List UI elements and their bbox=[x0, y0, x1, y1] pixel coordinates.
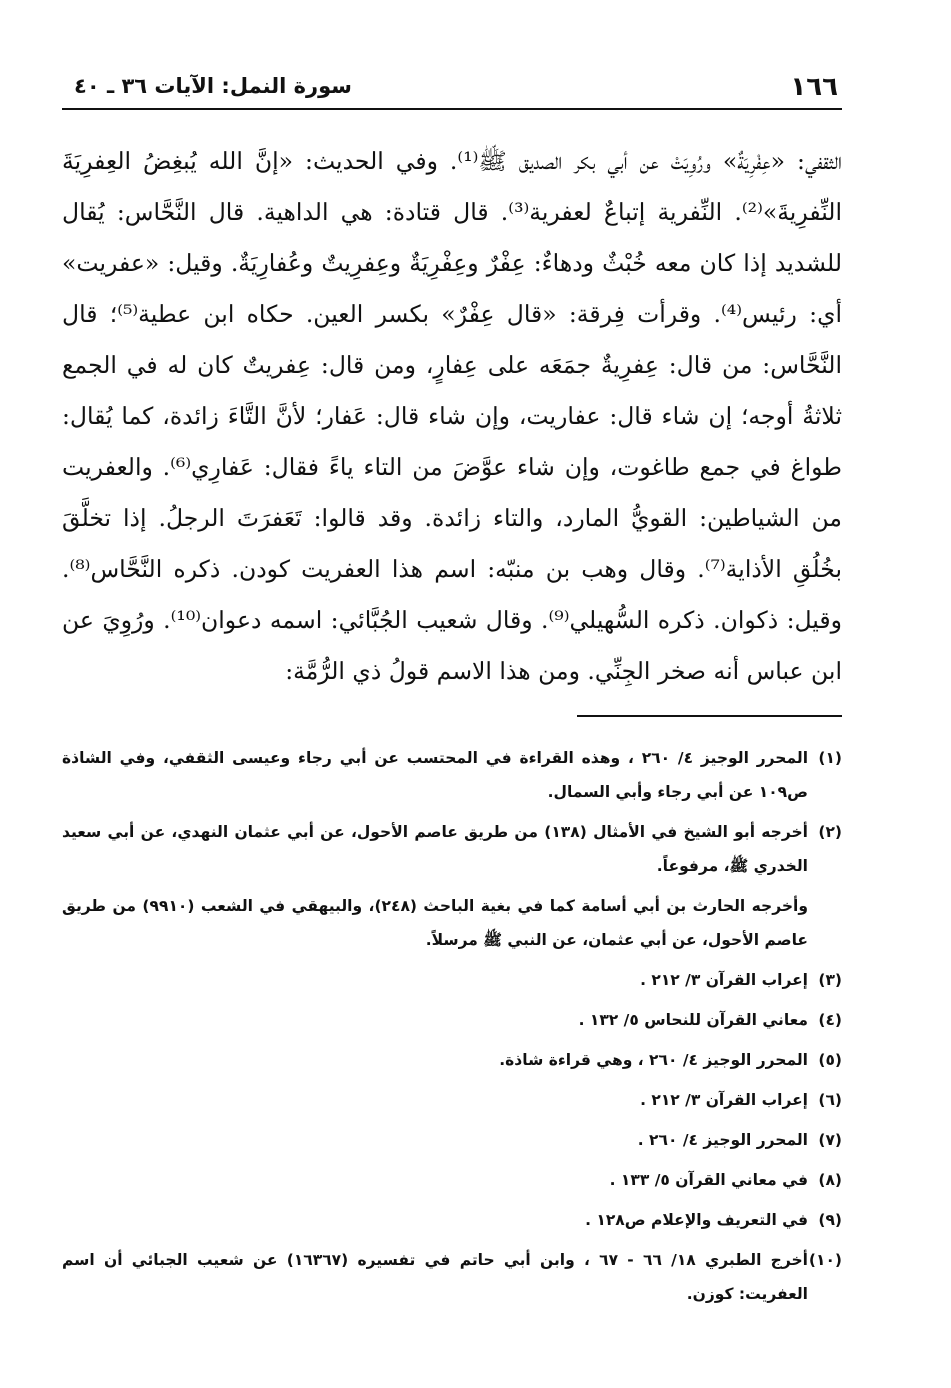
footnote-item bbox=[62, 1163, 842, 1197]
footnote-item bbox=[62, 1243, 842, 1311]
footnote-item bbox=[62, 741, 842, 809]
footnote-item bbox=[62, 815, 842, 883]
footnote-item bbox=[62, 1203, 842, 1237]
footnote-text: إعراب القرآن ٣/ ٢١٢ . bbox=[640, 971, 808, 989]
footnote-text: المحرر الوجيز ٤/ ٢٦٠ ، وهذه القراءة في المحتسب عن أبي رجاء وعيسى الثقفي، وفي الشاذة ص١٠٩ عن أبي رجاء وأبي السمال. bbox=[62, 749, 809, 801]
footnote-text: المحرر الوجيز ٤/ ٢٦٠ . bbox=[637, 1131, 808, 1149]
footnote-number: (٩) bbox=[818, 1211, 842, 1229]
footnote-continuation bbox=[62, 889, 842, 957]
footnote-number: (٢) bbox=[818, 823, 842, 841]
footnote-number: (١) bbox=[818, 749, 842, 767]
footnote-item bbox=[62, 1043, 842, 1077]
footnote-number: (٨) bbox=[818, 1171, 842, 1189]
footnote-number: (٦) bbox=[818, 1091, 842, 1109]
footnote-number: (٥) bbox=[818, 1051, 842, 1069]
footnote-text: معاني القرآن للنحاس ٥/ ١٣٢ . bbox=[578, 1011, 808, 1029]
footnote-number: (٤) bbox=[818, 1011, 842, 1029]
footnote-text: المحرر الوجيز ٤/ ٢٦٠ ، وهي قراءة شاذة. bbox=[499, 1051, 808, 1069]
footnote-text: وأخرجه الحارث بن أبي أسامة كما في بغية الباحث (٢٤٨)، والبيهقي في الشعب (٩٩١٠) من طريق عاصم الأحول، عن أبي عثمان، عن النبي ﷺ مرسلاً. bbox=[62, 897, 808, 949]
footnote-number: (١٠) bbox=[808, 1251, 842, 1269]
footnote-item bbox=[62, 1083, 842, 1117]
footnotes bbox=[62, 741, 842, 1311]
footnote-text: أخرج الطبري ١٨/ ٦٦ - ٦٧ ، وابن أبي حاتم في تفسيره (١٦٣٦٧) عن شعيب الجبائي أن اسم العفريت: كوزن. bbox=[62, 1251, 808, 1303]
page-number: ١٦٦ bbox=[790, 72, 838, 102]
page-header bbox=[62, 66, 842, 110]
footnote-item bbox=[62, 963, 842, 997]
running-title: سورة النمل: الآيات ٣٦ ـ ٤٠ bbox=[74, 74, 352, 98]
footnote-text: إعراب القرآن ٣/ ٢١٢ . bbox=[640, 1091, 808, 1109]
footnote-separator bbox=[577, 715, 842, 717]
document-page bbox=[62, 66, 842, 1366]
body-paragraph: الثقفي: «عِفْرِيَةٌ» ورُوِيَتْ عن أبي بكر الصديق ﷺ⁽¹⁾. وفي الحديث: «إنَّ الله يُبغِضُ العِفرِيَةَ النِّفرِيةَ»⁽²⁾. النِّفرية إتباعٌ لعفرية⁽³⁾. قال قتادة: هي الداهية. قال النَّحَّاس: يُقال للشديد إذا كان معه خُبْثٌ ودهاءٌ: عِفْرٌ وعِفْرِيَةٌ وعِفرِيتٌ وعُفارِيَةٌ. وقيل: «عفريت» أي: رئيس⁽⁴⁾. وقرأت فِرقة: «قال عِفْرٌ» بكسر العين. حكاه ابن عطية⁽⁵⁾؛ قال النَّحَّاس: من قال: عِفرِيةٌ جمَعَه على عِفارٍ، ومن قال: عِفريتٌ كان له في الجمع ثلاثةُ أوجه؛ إن شاء قال: عفاريت، وإن شاء قال: عَفار؛ لأنَّ التَّاءَ زائدة، كما يُقال: طواغ في جمع طاغوت، وإن شاء عوَّضَ من التاء ياءً فقال: عَفارِي⁽⁶⁾. والعفريت من الشياطين: القويُّ المارد، والتاء زائدة. وقد قالوا: تَعَفرَتَ الرجلُ. إذا تخلَّقَ بخُلُقِ الأذاية⁽⁷⁾. وقال وهب بن منبّه: اسم هذا العفريت كودن. ذكره النَّحَّاس⁽⁸⁾. وقيل: ذكوان. ذكره السُّهيلي⁽⁹⁾. وقال شعيب الجُبَّائي: اسمه دعوان⁽¹⁰⁾. ورُوِيَ عن ابن عباس أنه صخر الجِنِّي. ومن هذا الاسم قولُ ذي الرُّمَّة: bbox=[62, 147, 842, 685]
footnote-text: أخرجه أبو الشيخ في الأمثال (١٣٨) من طريق عاصم الأحول، عن أبي عثمان النهدي، عن أبي سعيد الخدري ﷺ، مرفوعاً. bbox=[62, 823, 808, 875]
footnote-text: في التعريف والإعلام ص١٢٨ . bbox=[585, 1211, 808, 1229]
footnote-item bbox=[62, 1123, 842, 1157]
body-text bbox=[62, 136, 842, 697]
footnote-text: في معاني القرآن ٥/ ١٣٣ . bbox=[609, 1171, 808, 1189]
footnote-item bbox=[62, 1003, 842, 1037]
footnote-number: (٧) bbox=[818, 1131, 842, 1149]
footnote-number: (٣) bbox=[818, 971, 842, 989]
